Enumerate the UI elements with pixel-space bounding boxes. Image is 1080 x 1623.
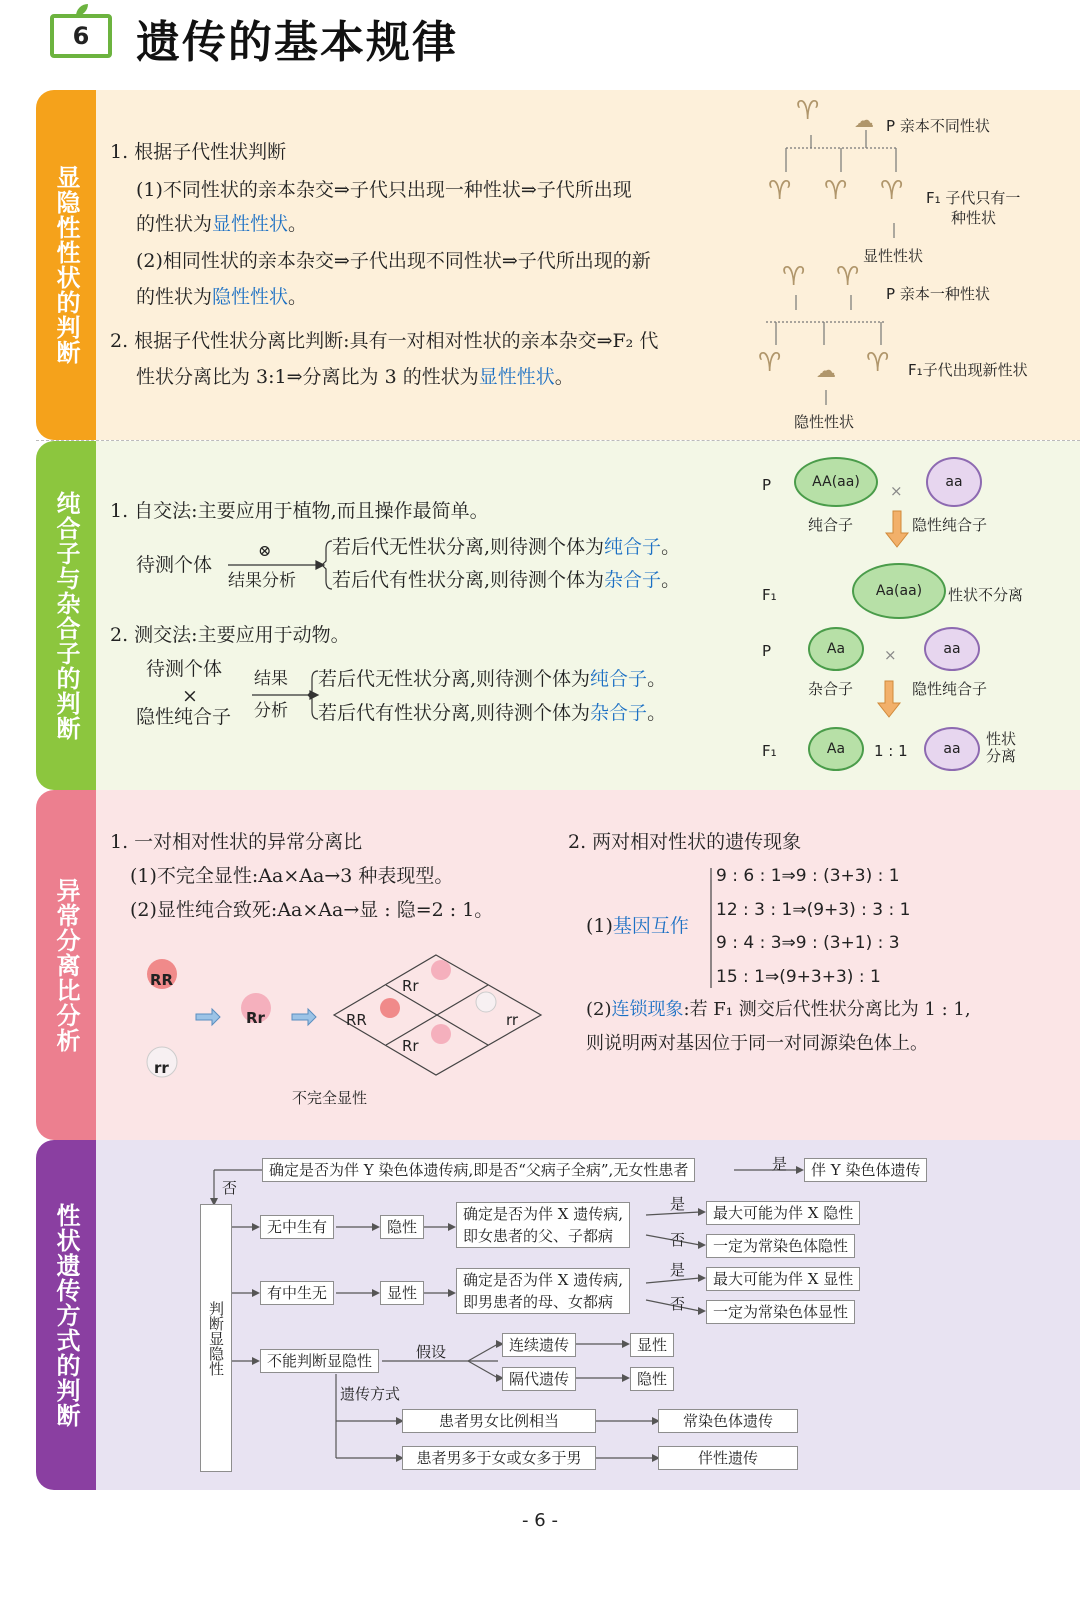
qx2-line1: 确定是否为伴 X 遗传病, bbox=[463, 1271, 623, 1289]
genotype-AA: AA(aa) bbox=[794, 457, 878, 507]
text: 。 bbox=[661, 569, 681, 591]
s2-result1 bbox=[332, 535, 680, 559]
gen-p: P bbox=[762, 476, 772, 494]
recessive-box: 隐性 bbox=[380, 1215, 424, 1239]
ratio-row: 15 : 1⇒(9+3+3) : 1 bbox=[716, 967, 881, 987]
text: 的性状为 bbox=[136, 286, 213, 308]
label-mode: 遗传方式 bbox=[340, 1385, 401, 1403]
text: 。 bbox=[554, 366, 574, 388]
text: (1) bbox=[586, 915, 613, 937]
test-individual: 待测个体 bbox=[136, 554, 213, 576]
ram-icon: ♈ bbox=[782, 262, 806, 292]
genotype-Aa: Aa bbox=[808, 727, 864, 771]
selfing-symbol: ⊗ bbox=[258, 541, 272, 560]
ad-result: 一定为常染色体显性 bbox=[706, 1300, 855, 1324]
label-hetero: 杂合子 bbox=[808, 680, 854, 698]
recessive-result: 隐性 bbox=[630, 1367, 674, 1391]
ram-icon: ♈ bbox=[796, 96, 820, 126]
section-tab: 显隐性性状的判断 bbox=[36, 90, 96, 440]
section-dominance bbox=[36, 90, 1080, 440]
punnett-RR: RR bbox=[346, 1011, 367, 1029]
s2-result4 bbox=[318, 701, 666, 725]
qx1-line2: 即女患者的父、子都病 bbox=[463, 1227, 614, 1245]
label-assume: 假设 bbox=[416, 1343, 447, 1361]
text: 。 bbox=[288, 213, 308, 235]
highlight-homozygote: 纯合子 bbox=[604, 536, 662, 558]
fig-f1b: 种性状 bbox=[951, 209, 997, 227]
analysis-label: 分析 bbox=[254, 701, 288, 721]
s3-line3: (2)显性纯合致死:Aa×Aa→显 : 隐=2 : 1。 bbox=[130, 899, 494, 921]
genotype-Aa: Aa bbox=[808, 627, 864, 671]
fig-caption: 不完全显性 bbox=[292, 1089, 368, 1107]
text: 性状分离比为 3:1⇒分离比为 3 的性状为 bbox=[136, 366, 479, 388]
wz-box: 无中生有 bbox=[260, 1215, 334, 1239]
fig-f1a: F₁ 子代只有一 bbox=[926, 189, 1021, 207]
text: 若后代无性状分离,则待测个体为 bbox=[332, 536, 605, 558]
ram-icon: ♈ bbox=[824, 176, 848, 206]
fig-recessive: 隐性性状 bbox=[794, 413, 855, 431]
qx2-line2: 即男患者的母、女都病 bbox=[463, 1293, 614, 1311]
s1-line2: (1)不同性状的亲本杂交⇒子代只出现一种性状⇒子代所出现 bbox=[136, 179, 632, 201]
result-analysis: 结果分析 bbox=[228, 571, 296, 591]
text: 。 bbox=[647, 668, 667, 690]
label-no: 否 bbox=[222, 1179, 238, 1197]
judge-box: 判断显隐性 bbox=[200, 1204, 232, 1472]
section-abnormal-ratio bbox=[36, 790, 1080, 1140]
s3-line2: (1)不完全显性:Aa×Aa→3 种表现型。 bbox=[130, 865, 454, 887]
section-homozygote bbox=[36, 440, 1080, 790]
sheep-icon: ☁ bbox=[816, 358, 836, 382]
s3-line1: 1. 一对相对性状的异常分离比 bbox=[110, 831, 363, 853]
qx2-box bbox=[456, 1268, 630, 1314]
gen-f1: F₁ bbox=[762, 586, 777, 604]
auto-result: 常染色体遗传 bbox=[658, 1409, 798, 1433]
ram-icon: ♈ bbox=[836, 262, 860, 292]
cross-symbol: × bbox=[182, 685, 198, 707]
xr-result: 最大可能为伴 X 隐性 bbox=[706, 1201, 860, 1225]
cont-box: 连续遗传 bbox=[502, 1333, 576, 1357]
gen-p: P bbox=[762, 642, 772, 660]
label-recpure: 隐性纯合子 bbox=[912, 516, 988, 534]
section-tab: 纯合子与杂合子的判断 bbox=[36, 441, 96, 790]
ram-icon: ♈ bbox=[866, 348, 890, 378]
chapter-number: 6 bbox=[50, 14, 112, 58]
neq-box: 患者男多于女或女多于男 bbox=[402, 1446, 596, 1470]
section-inheritance-mode bbox=[36, 1140, 1080, 1490]
section-tab: 异常分离比分析 bbox=[36, 790, 96, 1140]
s1-line6: 2. 根据子代性状分离比判断:具有一对相对性状的亲本杂交⇒F₂ 代 bbox=[110, 330, 659, 352]
section-panel bbox=[96, 790, 1080, 1140]
label-Rr: Rr bbox=[246, 1009, 265, 1027]
section-panel bbox=[96, 1140, 1080, 1490]
text: :若 F₁ 测交后代性状分离比为 1 : 1, bbox=[683, 999, 971, 1020]
s2-result2 bbox=[332, 568, 680, 592]
s2-result3 bbox=[318, 667, 666, 691]
xd-result: 最大可能为伴 X 显性 bbox=[706, 1267, 860, 1291]
qx1-line1: 确定是否为伴 X 遗传病, bbox=[463, 1205, 623, 1223]
highlight-heterozygote: 杂合子 bbox=[604, 569, 662, 591]
page-title: 遗传的基本规律 bbox=[136, 17, 458, 68]
test-individual: 待测个体 bbox=[146, 658, 223, 680]
punnett-Rr: Rr bbox=[402, 977, 419, 995]
highlight-heterozygote: 杂合子 bbox=[590, 702, 648, 724]
highlight-linkage: 连锁现象 bbox=[611, 999, 684, 1020]
gen-f1: F₁ bbox=[762, 742, 777, 760]
fig-dominant: 显性性状 bbox=[863, 247, 924, 265]
highlight-dominant: 显性性状 bbox=[478, 366, 555, 388]
section-tab: 性状遗传方式的判断 bbox=[36, 1140, 96, 1490]
page-number: - 6 - bbox=[522, 1510, 558, 1531]
text: 。 bbox=[661, 536, 681, 558]
section-panel bbox=[96, 441, 1080, 790]
label-no: 否 bbox=[670, 1231, 686, 1249]
text: 的性状为 bbox=[136, 213, 213, 235]
cross-mark: × bbox=[884, 646, 897, 664]
q-ylinked: 确定是否为伴 Y 染色体遗传病,即是否“父病子全病”,无女性患者 bbox=[262, 1158, 695, 1182]
fig-p1: P 亲本不同性状 bbox=[886, 117, 990, 135]
fig-f2: F₁子代出现新性状 bbox=[908, 361, 1028, 379]
text: 若后代无性状分离,则待测个体为 bbox=[318, 668, 591, 690]
label-rr: rr bbox=[154, 1059, 169, 1077]
qx1-box bbox=[456, 1202, 630, 1248]
text: (2) bbox=[586, 999, 612, 1020]
result-label: 结果 bbox=[254, 669, 288, 689]
ram-icon: ♈ bbox=[768, 176, 792, 206]
text: 。 bbox=[647, 702, 667, 724]
s3-right-title: 2. 两对相对性状的遗传现象 bbox=[568, 831, 802, 853]
dominant-result: 显性 bbox=[630, 1333, 674, 1357]
cant-box: 不能判断显隐性 bbox=[260, 1349, 379, 1373]
label-yes: 是 bbox=[670, 1195, 686, 1213]
s1-line4: (2)相同性状的亲本杂交⇒子代出现不同性状⇒子代所出现的新 bbox=[136, 250, 651, 272]
highlight-recessive: 隐性性状 bbox=[212, 286, 289, 308]
cross-mark: × bbox=[890, 482, 903, 500]
text: 。 bbox=[288, 286, 308, 308]
label-pure: 纯合子 bbox=[808, 516, 854, 534]
label-sep1: 性状 bbox=[986, 730, 1017, 748]
section-panel bbox=[96, 90, 1080, 440]
sheep-icon: ☁ bbox=[854, 108, 874, 132]
ram-icon: ♈ bbox=[758, 348, 782, 378]
s2-line2: 2. 测交法:主要应用于动物。 bbox=[110, 624, 350, 646]
ratio-row: 12 : 3 : 1⇒(9+3) : 3 : 1 bbox=[716, 900, 911, 920]
yw-box: 有中生无 bbox=[260, 1281, 334, 1305]
fig-p2: P 亲本一种性状 bbox=[886, 285, 990, 303]
flowchart-lines bbox=[96, 1140, 1080, 1490]
linkage-line2: 则说明两对基因位于同一对同源染色体上。 bbox=[586, 1033, 928, 1054]
header bbox=[0, 0, 1080, 90]
highlight-dominant: 显性性状 bbox=[212, 213, 289, 235]
gene-interaction bbox=[586, 914, 689, 938]
label-sep2: 分离 bbox=[986, 747, 1017, 765]
text: 若后代有性状分离,则待测个体为 bbox=[318, 702, 591, 724]
highlight-homozygote: 纯合子 bbox=[590, 668, 648, 690]
text: 若后代有性状分离,则待测个体为 bbox=[332, 569, 605, 591]
genotype-Aaaa: Aa(aa) bbox=[852, 563, 946, 619]
dominant-box: 显性 bbox=[380, 1281, 424, 1305]
punnett-Rr: Rr bbox=[402, 1037, 419, 1055]
s2-line1: 1. 自交法:主要应用于植物,而且操作最简单。 bbox=[110, 500, 489, 522]
eq-box: 患者男女比例相当 bbox=[402, 1409, 596, 1433]
sex-result: 伴性遗传 bbox=[658, 1446, 798, 1470]
linkage-line bbox=[586, 998, 971, 1022]
label-yes: 是 bbox=[772, 1155, 788, 1173]
s1-line7 bbox=[136, 365, 574, 389]
ratio-row: 9 : 6 : 1⇒9 : (3+3) : 1 bbox=[716, 866, 900, 886]
genotype-aa: aa bbox=[926, 457, 982, 507]
recessive-homozygote: 隐性纯合子 bbox=[136, 706, 232, 728]
s1-line1: 1. 根据子代性状判断 bbox=[110, 141, 287, 163]
s1-line3 bbox=[136, 212, 307, 236]
ratio: 1 : 1 bbox=[874, 742, 908, 760]
ylinked-result: 伴 Y 染色体遗传 bbox=[804, 1158, 927, 1182]
label-no: 否 bbox=[670, 1295, 686, 1313]
genotype-aa: aa bbox=[924, 627, 980, 671]
genotype-aa: aa bbox=[924, 727, 980, 771]
label-RR: RR bbox=[150, 971, 174, 989]
ratio-row: 9 : 4 : 3⇒9 : (3+1) : 3 bbox=[716, 933, 900, 953]
highlight-interaction: 基因互作 bbox=[612, 915, 689, 937]
label-yes: 是 bbox=[670, 1261, 686, 1279]
ram-icon: ♈ bbox=[880, 176, 904, 206]
label-recpure: 隐性纯合子 bbox=[912, 680, 988, 698]
punnett-rr: rr bbox=[506, 1011, 519, 1029]
s1-line5 bbox=[136, 285, 307, 309]
label-nosep: 性状不分离 bbox=[948, 586, 1024, 604]
ar-result: 一定为常染色体隐性 bbox=[706, 1234, 855, 1258]
gap-box: 隔代遗传 bbox=[502, 1367, 576, 1391]
